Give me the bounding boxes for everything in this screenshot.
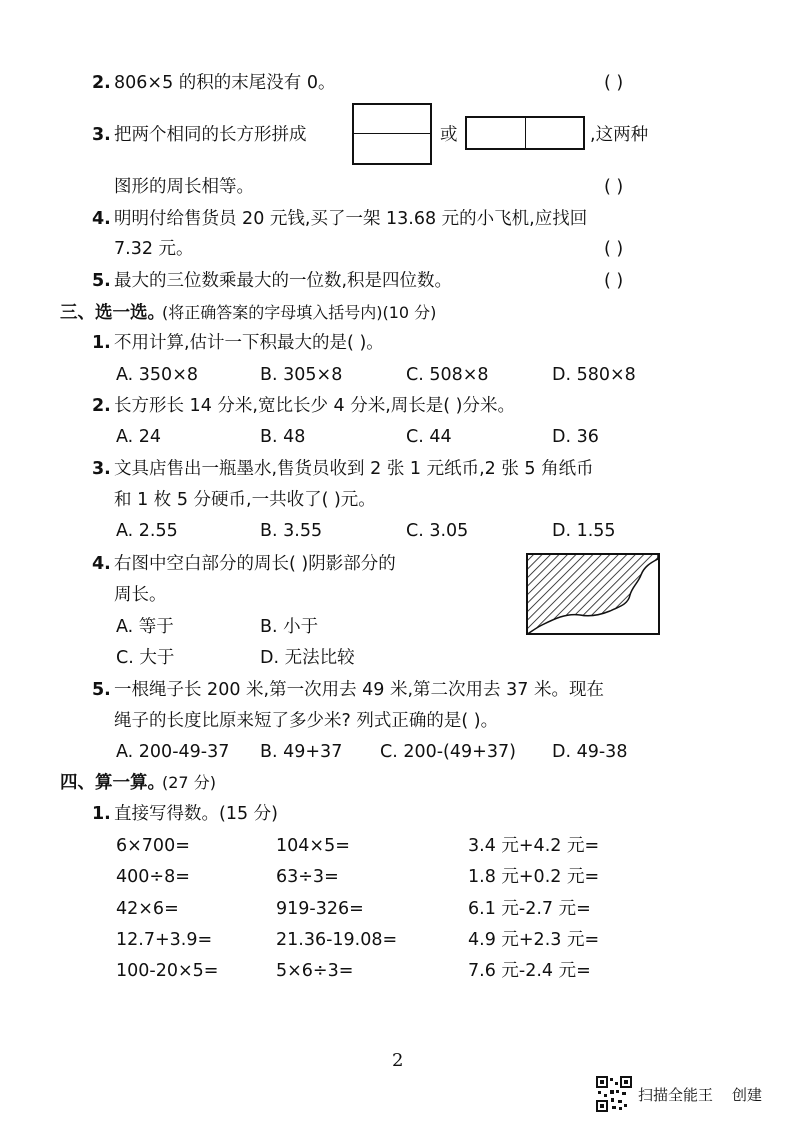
section-3-heading: 三、选一选。 [60,303,165,323]
section-3-note: (将正确答案的字母填入括号内)(10 分) [162,303,437,322]
shaded-region-figure [526,553,660,635]
section-4-score: (27 分) [162,773,216,792]
mc5-text-line2: 绳子的长度比原来短了多少米? 列式正确的是( )。 [114,711,499,731]
calc-item[interactable]: 63÷3= [276,867,339,887]
mc4-text-line1: 右图中空白部分的周长( )阴影部分的 [114,554,396,574]
calc-item[interactable]: 400÷8= [116,867,190,887]
calc-item[interactable]: 21.36-19.08= [276,930,398,950]
mc1-option-d[interactable]: D. 580×8 [552,365,636,385]
section-4-heading: 四、算一算。 [60,773,165,793]
q3-or: 或 [440,125,458,145]
mc1-text: 不用计算,估计一下积最大的是( )。 [114,333,384,353]
mc3-text-line1: 文具店售出一瓶墨水,售货员收到 2 张 1 元纸币,2 张 5 角纸币 [114,459,594,479]
q2-answer-paren[interactable]: ( ) [604,73,624,93]
calc1-number: 1. [92,804,111,824]
calc-item[interactable]: 6×700= [116,836,190,856]
mc3-option-a[interactable]: A. 2.55 [116,521,178,541]
mc2-option-b[interactable]: B. 48 [260,427,306,447]
calc-item[interactable]: 5×6÷3= [276,961,354,981]
calc-item[interactable]: 3.4 元+4.2 元= [468,836,600,856]
q2-text: 806×5 的积的末尾没有 0。 [114,73,336,93]
calc-item[interactable]: 4.9 元+2.3 元= [468,930,600,950]
q2-number: 2. [92,73,111,93]
q3-text-b: ,这两种 [590,125,649,145]
stacked-rectangles-divider [352,133,432,134]
mc3-option-b[interactable]: B. 3.55 [260,521,323,541]
mc3-option-d[interactable]: D. 1.55 [552,521,616,541]
mc2-option-d[interactable]: D. 36 [552,427,599,447]
mc2-text: 长方形长 14 分米,宽比长少 4 分米,周长是( )分米。 [114,396,515,416]
mc4-number: 4. [92,554,111,574]
mc1-number: 1. [92,333,111,353]
mc5-option-d[interactable]: D. 49-38 [552,742,628,762]
mc2-option-a[interactable]: A. 24 [116,427,162,447]
stacked-rectangles-figure [352,103,432,165]
calc-item[interactable]: 7.6 元-2.4 元= [468,961,591,981]
q3-text-line2: 图形的周长相等。 [114,177,254,197]
q3-text-a: 把两个相同的长方形拼成 [114,125,307,145]
mc1-option-a[interactable]: A. 350×8 [116,365,198,385]
mc4-option-a[interactable]: A. 等于 [116,617,174,637]
mc4-option-d[interactable]: D. 无法比较 [260,648,355,668]
calc1-text: 直接写得数。(15 分) [114,804,278,824]
mc2-number: 2. [92,396,111,416]
scanner-app-action: 创建 [732,1086,763,1104]
scanner-app-name: 扫描全能王 [638,1086,714,1104]
mc4-text-line2: 周长。 [114,585,167,605]
mc5-number: 5. [92,680,111,700]
mc5-text-line1: 一根绳子长 200 米,第一次用去 49 米,第二次用去 37 米。现在 [114,680,604,700]
mc3-option-c[interactable]: C. 3.05 [406,521,469,541]
mc4-option-b[interactable]: B. 小于 [260,617,319,637]
q5-answer-paren[interactable]: ( ) [604,271,624,291]
calc-item[interactable]: 6.1 元-2.7 元= [468,899,591,919]
mc1-option-c[interactable]: C. 508×8 [406,365,489,385]
q5-text: 最大的三位数乘最大的一位数,积是四位数。 [114,271,453,291]
mc5-option-c[interactable]: C. 200-(49+37) [380,742,516,762]
mc1-option-b[interactable]: B. 305×8 [260,365,343,385]
calc-item[interactable]: 100-20×5= [116,961,219,981]
mc2-option-c[interactable]: C. 44 [406,427,452,447]
mc5-option-b[interactable]: B. 49+37 [260,742,343,762]
calc-item[interactable]: 1.8 元+0.2 元= [468,867,600,887]
mc4-option-c[interactable]: C. 大于 [116,648,175,668]
mc3-text-line2: 和 1 枚 5 分硬币,一共收了( )元。 [114,490,376,510]
q4-number: 4. [92,209,111,229]
q4-text-line2: 7.32 元。 [114,239,194,259]
q5-number: 5. [92,271,111,291]
q4-answer-paren[interactable]: ( ) [604,239,624,259]
mc5-option-a[interactable]: A. 200-49-37 [116,742,230,762]
mc3-number: 3. [92,459,111,479]
calc-item[interactable]: 42×6= [116,899,179,919]
page-number: 2 [392,1050,404,1071]
q3-answer-paren[interactable]: ( ) [604,177,624,197]
q3-number: 3. [92,125,111,145]
calc-item[interactable]: 12.7+3.9= [116,930,213,950]
qr-code-icon[interactable] [596,1076,632,1112]
q4-text-line1: 明明付给售货员 20 元钱,买了一架 13.68 元的小飞机,应找回 [114,209,588,229]
calc-item[interactable]: 104×5= [276,836,350,856]
side-by-side-rectangles-divider [525,116,526,150]
calc-item[interactable]: 919-326= [276,899,364,919]
